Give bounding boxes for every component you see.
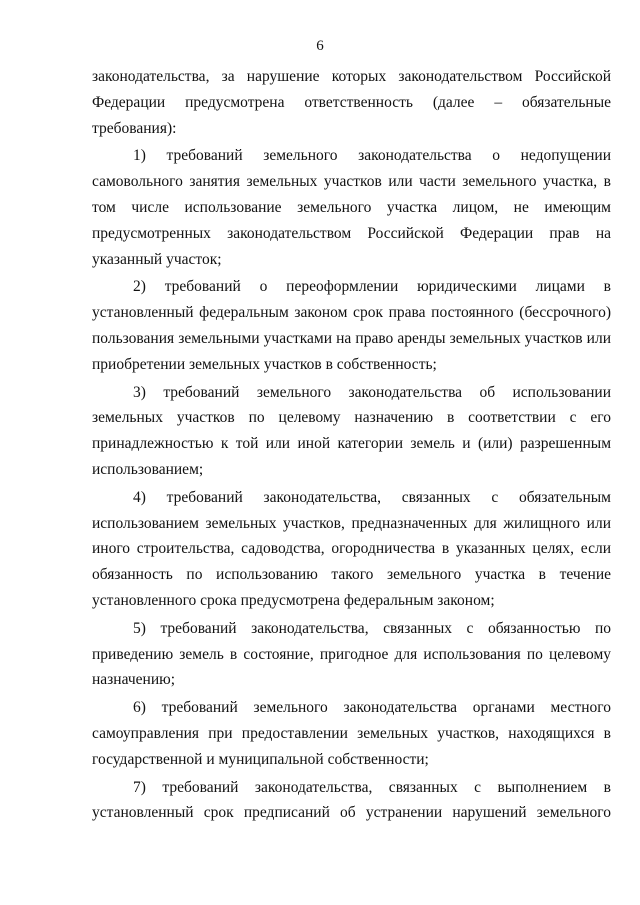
- paragraph-item-7: 7) требований законодательства, связанных с выполнением в установленный срок предписаний об устранении нарушений земельного: [92, 778, 611, 822]
- paragraph-intro: законодательства, за нарушение которых законодательством Российской Федерации предусмотрена ответственность (далее – обязательные требования):: [92, 68, 611, 137]
- paragraph-item-2: 2) требований о переоформлении юридическими лицами в установленный федеральным законом срок права постоянного (бессрочного) пользования земельными участками на право аренды земельных участков или приобретении земельных участков в собственность;: [92, 278, 611, 373]
- page-number: 6: [316, 38, 324, 54]
- paragraph-item-5: 5) требований законодательства, связанных с обязанностью по приведению земель в состояние, пригодное для использования по целевому назначению;: [92, 619, 611, 689]
- paragraph-item-3: 3) требований земельного законодательства об использовании земельных участков по целевому назначению в соответствии с его принадлежностью к той или иной категории земель и (или) разрешенным использованием;: [92, 383, 611, 478]
- paragraph-item-6: 6) требований земельного законодательства органами местного самоуправления при предоставлении земельных участков, находящихся в государственной и муниципальной собственности;: [92, 699, 611, 768]
- paragraph-item-4: 4) требований законодательства, связанных с обязательным использованием земельных участков, предназначенных для жилищного или иного строительства, садоводства, огородничества в указанных целях, если обязанность по использованию такого земельного участка в течение установленного срока предусмотрена федеральным законом;: [92, 488, 611, 609]
- paragraph-item-1: 1) требований земельного законодательства о недопущении самовольного занятия земельных участков или части земельного участка, в том числе использование земельного участка лицом, не имеющим предусмотренных законодательством Российской Федерации прав на указанный участок;: [92, 147, 611, 268]
- document-body: [92, 64, 611, 828]
